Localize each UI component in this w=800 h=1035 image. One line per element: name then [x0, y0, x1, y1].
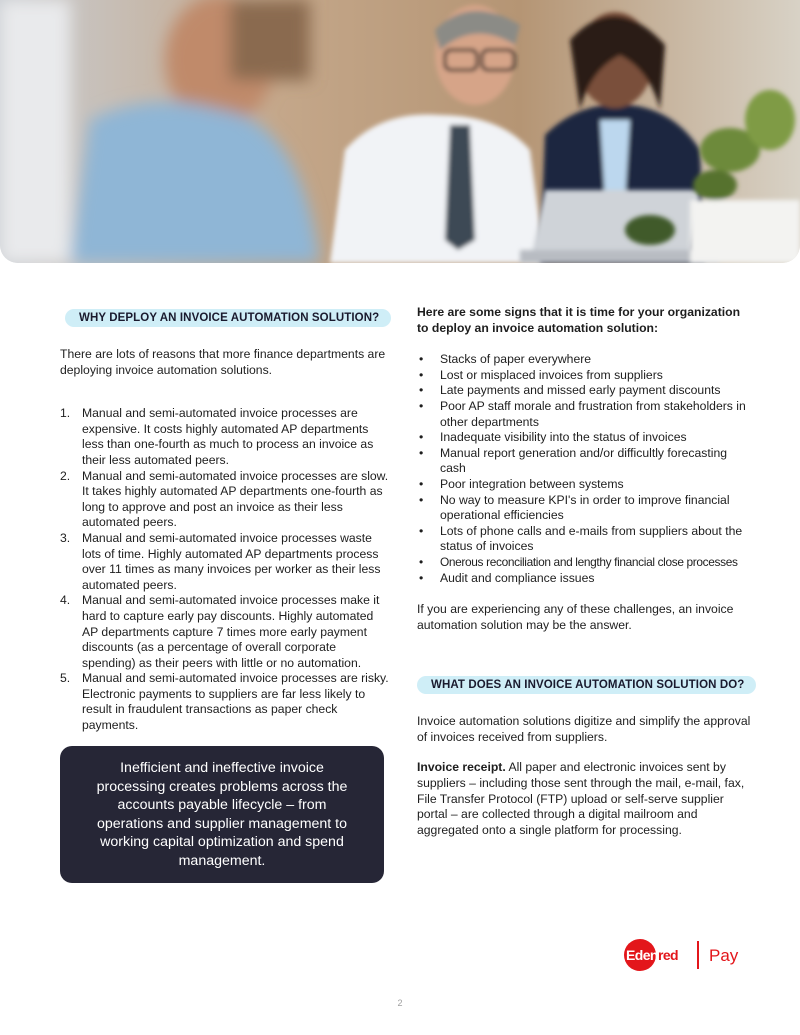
list-number: 3. — [60, 530, 71, 545]
left-column — [60, 308, 390, 734]
list-text: Manual and semi-automated invoice processes make it hard to capture early pay discounts. Highly automated AP departments capture 7 times more early payment discounts (as a percentage of overall corporate spending) as their peers with little or no automation. — [82, 593, 380, 670]
why-deploy-lead: There are lots of reasons that more finance departments are deploying invoice automation solutions. — [60, 347, 386, 377]
what-does-heading: WHAT DOES AN INVOICE AUTOMATION SOLUTION DO? — [417, 676, 756, 694]
list-item: • No way to measure KPI's in order to improve financial operational efficiencies — [417, 493, 752, 524]
why-deploy-heading: WHY DEPLOY AN INVOICE AUTOMATION SOLUTION? — [65, 309, 391, 327]
invoice-receipt-paragraph — [417, 760, 752, 838]
list-number: 1. — [60, 406, 71, 421]
svg-text:Eden: Eden — [626, 947, 658, 963]
svg-text:red: red — [658, 947, 678, 963]
invoice-receipt-text: All paper and electronic invoices sent by suppliers – including those sent through the mail, e-mail, fax, File Transfer Protocol (FTP) upload or self-serve supplier portal – are collected through a digital mailroom and aggregated onto a single platform for processing. — [417, 760, 745, 837]
list-item: • Manual report generation and/or difficultly forecasting cash — [417, 446, 752, 477]
callout-text: Inefficient and ineffective invoice processing creates problems across the accounts payable lifecycle – from operations and supplier management to working capital optimization and spend management. — [96, 760, 348, 869]
list-item — [60, 469, 390, 531]
signs-list — [417, 352, 752, 586]
invoice-receipt-label: Invoice receipt. — [417, 760, 506, 775]
list-item: • Onerous reconciliation and lengthy financial close processes — [417, 555, 752, 571]
list-item: • Lots of phone calls and e-mails from suppliers about the status of invoices — [417, 524, 752, 555]
reasons-list — [60, 406, 390, 733]
list-item — [60, 671, 390, 733]
list-text: Manual and semi-automated invoice processes waste lots of time. Highly automated AP departments process over 11 times as many invoices per worker as their less automated peers. — [82, 530, 381, 592]
signs-heading: Here are some signs that it is time for your organization to deploy an invoice automation solution: — [417, 305, 741, 335]
callout-box — [60, 746, 384, 883]
list-number: 2. — [60, 468, 71, 483]
list-item: • Poor integration between systems — [417, 477, 752, 493]
right-column — [417, 305, 752, 838]
what-does-intro: Invoice automation solutions digitize and simplify the approval of invoices received from suppliers. — [417, 714, 751, 744]
list-item: • Poor AP staff morale and frustration from stakeholders in other departments — [417, 399, 752, 430]
list-item — [60, 593, 390, 671]
list-item — [60, 531, 390, 593]
challenges-text: If you are experiencing any of these challenges, an invoice automation solution may be the answer. — [417, 602, 734, 632]
list-item — [60, 406, 390, 468]
list-item: • Inadequate visibility into the status of invoices — [417, 430, 752, 446]
page-number: 2 — [397, 998, 403, 1008]
hero-photo — [0, 0, 800, 263]
list-item: • Lost or misplaced invoices from suppliers — [417, 368, 752, 384]
list-item: • Stacks of paper everywhere — [417, 352, 752, 368]
list-item: • Late payments and missed early payment discounts — [417, 383, 752, 399]
svg-text:Pay: Pay — [709, 946, 739, 965]
list-number: 5. — [60, 671, 71, 686]
list-number: 4. — [60, 593, 71, 608]
edenred-pay-logo — [622, 934, 742, 976]
list-text: Manual and semi-automated invoice processes are slow. It takes highly automated AP departments one-fourth as long to approve and post an invoice as their less automated peers. — [82, 468, 389, 530]
list-text: Manual and semi-automated invoice processes are expensive. It costs highly automated AP departments less than one-fourth as much to process an invoice as their less automated peers. — [82, 406, 374, 467]
list-item: • Audit and compliance issues — [417, 571, 752, 587]
list-text: Manual and semi-automated invoice processes are risky. Electronic payments to suppliers are far less likely to result in fraudulent transactions as paper check payments. — [82, 671, 389, 733]
